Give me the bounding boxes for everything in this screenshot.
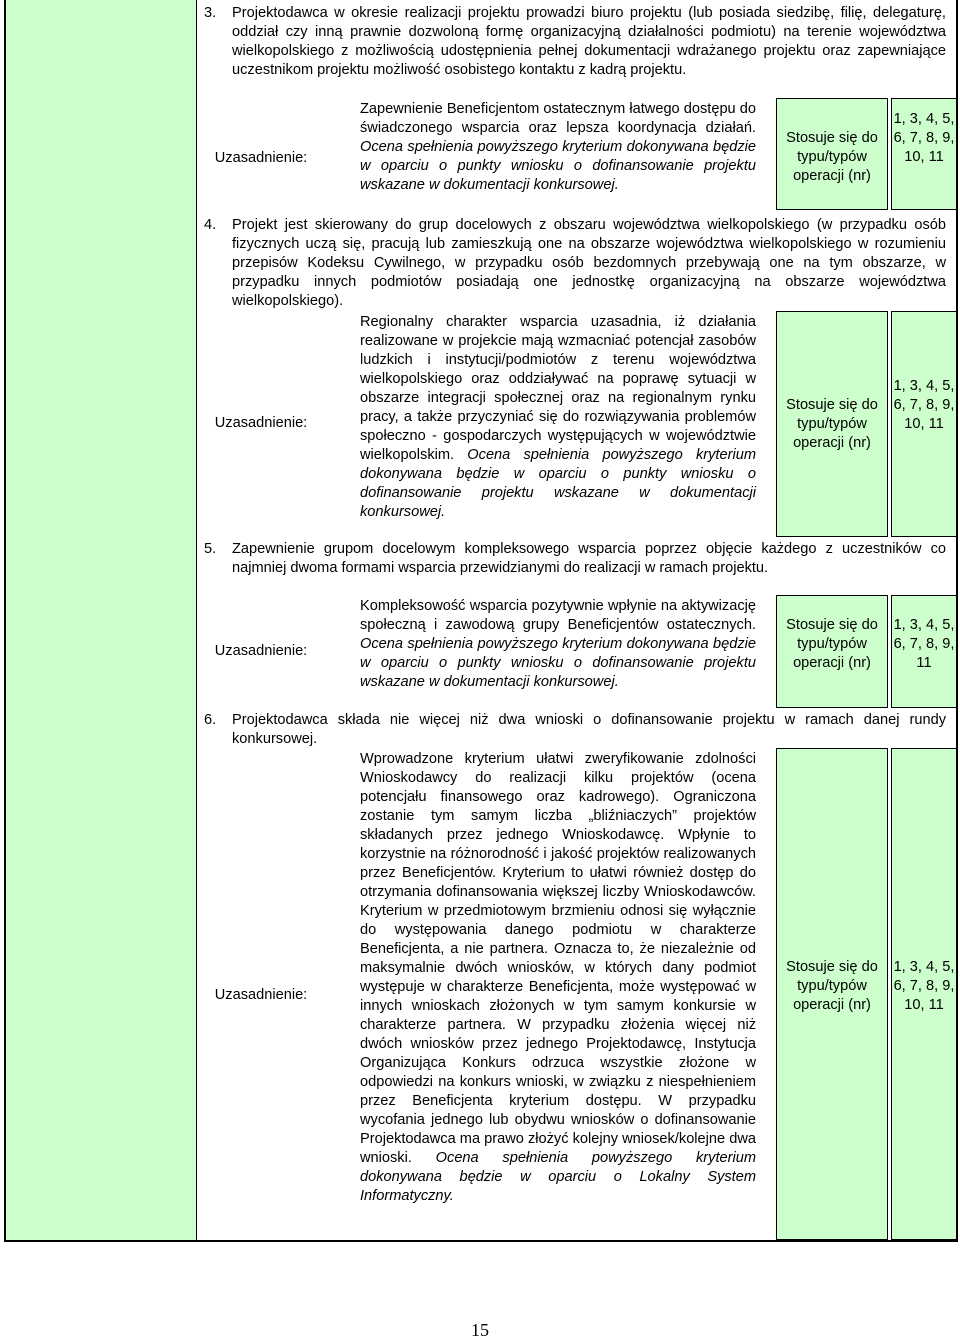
- criterion-3-justification: [360, 100, 756, 195]
- left-green-column: [6, 0, 196, 1240]
- criterion-4-text: [204, 216, 946, 311]
- operation-types: 1, 3, 4, 5, 6, 7, 8, 9, 10, 11: [893, 959, 955, 1013]
- assessment-text: Ocena spełnienia powyższego kryterium dokonywana będzie w oparciu o Lokalny System Informatyczny.: [360, 1150, 756, 1204]
- applies-label: Stosuje się do typu/typów operacji (nr): [786, 959, 878, 1013]
- applies-label: Stosuje się do typu/typów operacji (nr): [786, 397, 878, 451]
- operation-types: 1, 3, 4, 5, 6, 7, 8, 9, 10, 11: [893, 111, 955, 165]
- justification-label: Uzasadnienie:: [214, 643, 308, 659]
- justification-label: Uzasadnienie:: [214, 150, 308, 166]
- criterion-3-text: [204, 4, 946, 80]
- criterion-description: Projektodawca składa nie więcej niż dwa wnioski o dofinansowanie projektu w ramach danej rundy konkursowej.: [232, 712, 946, 747]
- assessment-text: Ocena spełnienia powyższego kryterium dokonywana będzie w oparciu o punkty wniosku o dofinansowanie projektu wskazane w dokumentacji konkursowej.: [360, 636, 756, 690]
- assessment-text: Ocena spełnienia powyższego kryterium dokonywana będzie w oparciu o punkty wniosku o dofinansowanie projektu wskazane w dokumentacji konkursowej.: [360, 139, 756, 193]
- assessment-text: Ocena spełnienia powyższego kryterium dokonywana będzie w oparciu o punkty wniosku o dofinansowanie projektu wskazane w dokumentacji konkursowej.: [360, 447, 756, 520]
- operation-types: 1, 3, 4, 5, 6, 7, 8, 9, 11: [893, 617, 955, 671]
- page-number: 15: [471, 1320, 489, 1340]
- operation-types: 1, 3, 4, 5, 6, 7, 8, 9, 10, 11: [893, 378, 955, 432]
- criterion-4-justification: [360, 313, 756, 522]
- criterion-description: Projekt jest skierowany do grup docelowych z obszaru województwa wielkopolskiego (w przypadku osób fizycznych uczą się, pracują lub zamieszkują one na obszarze województwa wielkopolskiego w rozumieniu przepisów Kodeksu Cywilnego, w przypadku osób bezdomnych przebywają one na tym obszarze, w przypadku innych podmiotów posiadają one jednostkę organizacyjną na obszarze województwa wielkopolskiego).: [232, 217, 946, 309]
- justification-text: Wprowadzone kryterium ułatwi zweryfikowanie zdolności Wnioskodawcy do realizacji kilku projektów (ocena potencjału finansowego oraz kadrowego). Ograniczona zostanie tym samym liczba „bliźniaczych” projektów składanych przez jednego Wnioskodawcę. Wpłynie to korzystnie na różnorodność i jakość projektów realizowanych przez Beneficjentów. Kryterium to ułatwi również dostęp do otrzymania dofinansowania większej liczby Wnioskodawców. Kryterium w przedmiotowym brzmieniu odnosi się wyłącznie do występowania danego podmiotu w charakterze Beneficjenta, a nie partnera. Oznacza to, że niezależnie od maksymalnie dwóch wniosków, w których dany podmiot występuje w charakterze Beneficjenta, może występować w innych wnioskach złożonych w tym samym konkursie w charakterze partnera. W przypadku złożenia więcej niż dwóch wniosków przez jednego Projektodawcę, Instytucja Organizująca Konkurs odrzuca wszystkie złożone w odpowiedzi na konkurs wnioski, w związku z niespełnieniem przez Beneficjenta kryterium dostępu. W przypadku wycofania jednego lub obydwu wniosków o dofinansowanie Projektodawca ma prawo złożyć kolejny wniosek/kolejne dwa wnioski.: [360, 751, 756, 1166]
- criterion-number: 5.: [204, 541, 217, 557]
- criterion-number: 3.: [204, 5, 217, 21]
- applies-label: Stosuje się do typu/typów operacji (nr): [786, 617, 878, 671]
- criterion-description: Projektodawca w okresie realizacji projektu prowadzi biuro projektu (lub posiada siedzibę, filię, delegaturę, oddział czy inną prawnie dozwoloną formę organizacyjną działalności podmiotu) na terenie województwa wielkopolskiego z możliwością udostępnienia pełnej dokumentacji wdrażanego projektu oraz zapewniające uczestnikom projektu możliwość osobistego kontaktu z kadrą projektu.: [232, 5, 946, 78]
- applies-label: Stosuje się do typu/typów operacji (nr): [786, 130, 878, 184]
- criterion-number: 6.: [204, 712, 217, 728]
- left-column-divider: [196, 0, 197, 1240]
- criterion-5-text: [204, 540, 946, 578]
- criterion-6-justification: [360, 750, 756, 1206]
- criterion-6-text: [204, 711, 946, 749]
- justification-label: Uzasadnienie:: [214, 987, 308, 1003]
- justification-text: Kompleksowość wsparcia pozytywnie wpłynie na aktywizację społeczną i zawodową grupy Beneficjentów ostatecznych.: [360, 598, 756, 633]
- criterion-description: Zapewnienie grupom docelowym kompleksowego wsparcia poprzez objęcie każdego z uczestników co najmniej dwoma formami wsparcia przewidzianymi do realizacji w ramach projektu.: [232, 541, 946, 576]
- justification-text: Regionalny charakter wsparcia uzasadnia, iż działania realizowane w projekcie mają wzmacniać potencjał zasobów ludzkich i instytucji/podmiotów z terenu województwa wielkopolskiego oraz oddziaływać na poprawę sytuacji w obszarze integracji społecznej oraz na regionalnym rynku pracy, a także przyczyniać się do rozwiązywania problemów społeczno - gospodarczych występujących w województwie wielkopolskim.: [360, 314, 756, 463]
- criterion-5-justification: [360, 597, 756, 692]
- justification-label: Uzasadnienie:: [214, 415, 308, 431]
- criterion-number: 4.: [204, 217, 217, 233]
- justification-text: Zapewnienie Beneficjentom ostatecznym łatwego dostępu do świadczonego wsparcia oraz lepsza koordynacja działań.: [360, 101, 756, 136]
